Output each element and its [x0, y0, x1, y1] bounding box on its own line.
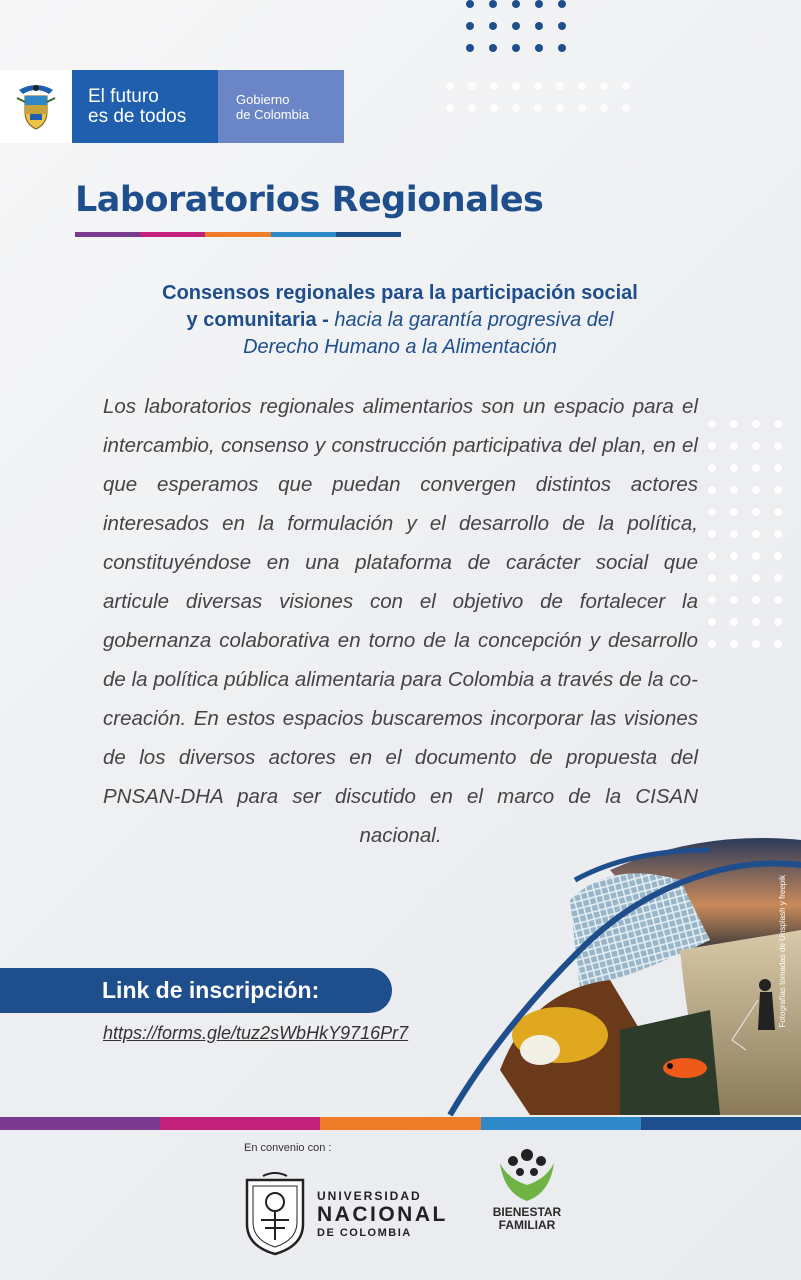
footer-color-bar — [0, 1117, 801, 1130]
gobierno-block — [218, 70, 344, 143]
bf-line1: BIENESTAR — [492, 1205, 562, 1219]
subtitle-italic-part1: hacia la garantía progresiva del — [334, 309, 614, 331]
bf-line2: FAMILIAR — [498, 1218, 556, 1232]
registration-label: Link de inscripción: — [0, 968, 392, 1013]
description-paragraph: Los laboratorios regionales alimentarios son un espacio para el intercambio, consenso y construcción participativa del plan, en el que esperamos que puedan convergen distintos actores interesados en la formulación y el desarrollo de la política, constituyéndose en una plataforma de carácter social que articule diversas visiones con el objetivo de fortalecer la gobernanza colaborativa en torno de la concepción y desarrollo de la política pública alimentaria para Colombia a través de la co-creación. En estos espacios buscaremos incorporar las visiones de los diversos actores en el documento de propuesta del PNSAN-DHA para ser discutido en el marco de la CISAN nacional. — [103, 395, 698, 847]
tagline-block — [72, 70, 218, 143]
gov-line2: de Colombia — [236, 106, 309, 122]
un-line1: UNIVERSIDAD — [317, 1189, 422, 1203]
bienestar-familiar-icon — [494, 1145, 560, 1203]
colombia-coat-of-arms-icon — [0, 70, 72, 143]
un-line2: NACIONAL — [317, 1203, 448, 1226]
universidad-nacional-logo — [243, 1172, 448, 1256]
subtitle-bold-line2: y comunitaria - — [186, 309, 329, 331]
page-title: Laboratorios Regionales — [75, 180, 544, 220]
registration-link[interactable]: https://forms.gle/tuz2sWbHkY9716Pr7 — [103, 1023, 409, 1043]
title-color-bar — [75, 232, 401, 237]
subtitle — [100, 280, 700, 361]
gov-line1: Gobierno — [236, 91, 290, 107]
bienestar-familiar-logo — [492, 1145, 562, 1232]
government-header — [0, 70, 344, 143]
photo-collage — [380, 830, 801, 1120]
tagline-line1: El futuro — [88, 85, 159, 107]
decorative-dots-top — [466, 0, 566, 52]
tagline-line2: es de todos — [88, 105, 187, 127]
decorative-dots-right — [708, 420, 782, 648]
subtitle-bold-line1: Consensos regionales para la participación social — [162, 282, 638, 304]
convenio-label: En convenio con : — [244, 1142, 332, 1154]
subtitle-italic-part2: Derecho Humano a la Alimentación — [243, 336, 557, 358]
un-seal-icon — [243, 1172, 307, 1256]
decorative-dots-top-white — [446, 82, 630, 112]
photo-credit: Fotografías tomadas de Unsplash y freepik — [778, 875, 787, 1028]
un-line3: DE COLOMBIA — [317, 1227, 412, 1239]
